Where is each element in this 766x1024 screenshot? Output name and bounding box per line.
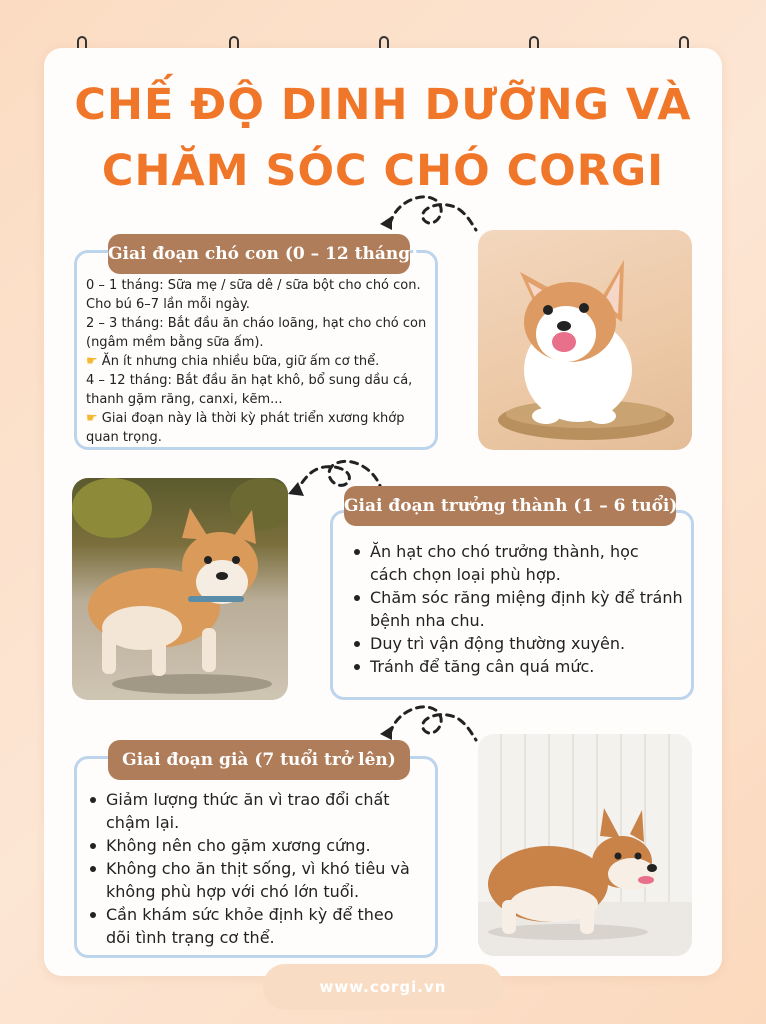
puppy-stage-text xyxy=(86,276,430,447)
page-title-line-2: CHĂM SÓC CHÓ CORGI xyxy=(101,146,665,196)
text-line: (ngâm mềm bằng sữa ấm). xyxy=(86,335,264,350)
list-item: Chăm sóc răng miệng định kỳ để tránh bệnh nha chu. xyxy=(352,586,688,632)
text-line: 4 – 12 tháng: Bắt đầu ăn hạt khô, bổ sung dầu cá, xyxy=(86,373,413,388)
puppy-stage-heading: Giai đoạn chó con (0 – 12 tháng) xyxy=(108,234,410,274)
list-item: Không nên cho gặm xương cứng. xyxy=(88,834,428,857)
text-line: quan trọng. xyxy=(86,430,162,445)
text-line: Cho bú 6–7 lần mỗi ngày. xyxy=(86,297,250,312)
list-item: Duy trì vận động thường xuyên. xyxy=(352,632,688,655)
adult-corgi-photo xyxy=(72,478,288,700)
text-line: thanh gặm răng, canxi, kẽm... xyxy=(86,392,283,407)
text-line: 2 – 3 tháng: Bắt đầu ăn cháo loãng, hạt cho chó con xyxy=(86,316,427,331)
page-title-line-1: CHẾ ĐỘ DINH DƯỠNG VÀ xyxy=(74,80,692,130)
pointing-hand-icon: ☛ xyxy=(86,411,98,426)
list-item: Ăn hạt cho chó trưởng thành, học cách chọn loại phù hợp. xyxy=(352,540,688,586)
senior-stage-list xyxy=(88,788,428,949)
adult-stage-heading: Giai đoạn trưởng thành (1 – 6 tuổi) xyxy=(344,486,676,526)
text-line: ☛ Giai đoạn này là thời kỳ phát triển xương khớp xyxy=(86,411,405,426)
list-item: Cần khám sức khỏe định kỳ để theo dõi tình trạng cơ thể. xyxy=(88,903,428,949)
list-item: Tránh để tăng cân quá mức. xyxy=(352,655,688,678)
website-url[interactable]: www.corgi.vn xyxy=(263,964,503,1010)
pointing-hand-icon: ☛ xyxy=(86,354,98,369)
text-line: 0 – 1 tháng: Sữa mẹ / sữa dê / sữa bột cho chó con. xyxy=(86,278,421,293)
list-item: Giảm lượng thức ăn vì trao đổi chất chậm lại. xyxy=(88,788,428,834)
text-line: ☛ Ăn ít nhưng chia nhiều bữa, giữ ấm cơ thể. xyxy=(86,354,380,369)
senior-corgi-photo xyxy=(478,734,692,956)
list-item: Không cho ăn thịt sống, vì khó tiêu và không phù hợp với chó lớn tuổi. xyxy=(88,857,428,903)
adult-stage-list xyxy=(352,540,688,678)
corgi-puppy-photo xyxy=(478,230,692,450)
senior-stage-heading: Giai đoạn già (7 tuổi trở lên) xyxy=(108,740,410,780)
